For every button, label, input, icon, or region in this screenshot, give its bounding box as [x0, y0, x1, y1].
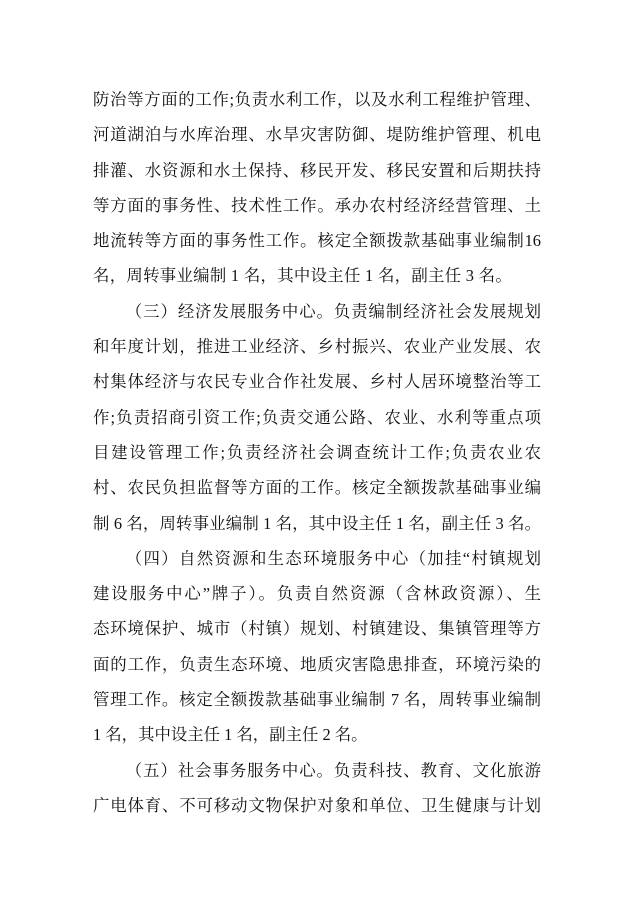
text-line: 和年度计划，推进工业经济、乡村振兴、农业产业发展、农	[93, 337, 541, 357]
text-line: 村、农民负担监督等方面的工作。核定全额拨款基础事业编	[93, 478, 541, 498]
text-line: （五）社会事务服务中心。负责科技、教育、文化旅游	[125, 760, 541, 780]
text-line: （三）经济发展服务中心。负责编制经济社会发展规划	[125, 301, 541, 321]
paragraph	[93, 541, 541, 753]
text-line: 目建设管理工作;负责经济社会调查统计工作;负责农业农	[93, 442, 541, 462]
text-line: 建设服务中心”牌子）。负责自然资源（含林政资源）、生	[93, 584, 541, 604]
text-line: 制 6 名，周转事业编制 1 名，其中设主任 1 名，副主任 3 名。	[93, 513, 541, 533]
text-line: 作;负责招商引资工作;负责交通公路、农业、水利等重点项	[93, 407, 541, 427]
text-line: 村集体经济与农民专业合作社发展、乡村人居环境整治等工	[93, 372, 541, 392]
text-line: 态环境保护、城市（村镇）规划、村镇建设、集镇管理等方	[93, 619, 541, 639]
text-line: 河道湖泊与水库治理、水旱灾害防御、堤防维护管理、机电	[93, 125, 541, 145]
paragraph	[93, 294, 541, 541]
paragraph	[93, 753, 541, 824]
document-body	[93, 82, 541, 823]
text-line: 广电体育、不可移动文物保护对象和单位、卫生健康与计划	[93, 795, 541, 815]
text-line: （四）自然资源和生态环境服务中心（加挂“村镇规划	[125, 548, 541, 568]
text-line: 防治等方面的工作;负责水利工作，以及水利工程维护管理、	[93, 90, 541, 109]
text-line: 地流转等方面的事务性工作。核定全额拨款基础事业编制16	[93, 231, 541, 251]
text-line: 管理工作。核定全额拨款基础事业编制 7 名，周转事业编制	[93, 690, 541, 710]
text-line: 1 名，其中设主任 1 名，副主任 2 名。	[93, 725, 368, 745]
text-line: 等方面的事务性、技术性工作。承办农村经济经营管理、土	[93, 195, 541, 215]
text-line: 排灌、水资源和水土保持、移民开发、移民安置和后期扶持	[93, 160, 541, 180]
paragraph	[93, 82, 541, 294]
text-line: 名，周转事业编制 1 名，其中设主任 1 名，副主任 3 名。	[93, 266, 513, 286]
text-line: 面的工作，负责生态环境、地质灾害隐患排查，环境污染的	[93, 654, 541, 674]
